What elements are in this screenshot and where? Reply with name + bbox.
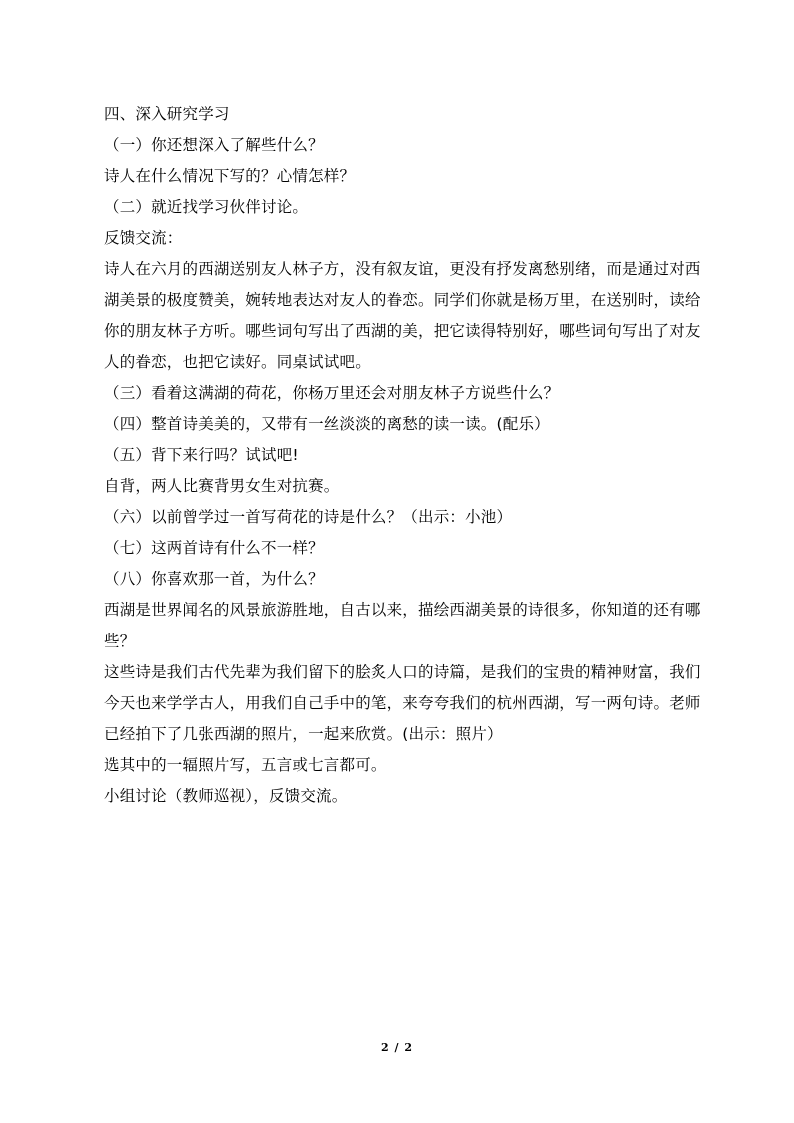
question-1: （一）你还想深入了解些什么？ bbox=[104, 136, 324, 154]
question-4: （四）整首诗美美的，又带有一丝淡淡的离愁的读一读。(配乐） bbox=[104, 415, 550, 433]
question-8: （八）你喜欢那一首，为什么？ bbox=[104, 570, 324, 588]
paragraph: 小组讨论（教师巡视），反馈交流。 bbox=[104, 787, 348, 805]
paragraph: 这些诗是我们古代先辈为我们留下的脍炙人口的诗篇，是我们的宝贵的精神财富，我们今天也来学学古人，用我们自己手中的笔，来夸夸我们的杭州西湖，写一两句诗。老师已经拍下了几张西湖的照片，一起来欣赏。(出示：照片） bbox=[104, 663, 701, 743]
question-3: （三）看着这满湖的荷花，你杨万里还会对朋友林子方说些什么？ bbox=[104, 384, 560, 402]
paragraph: 自背，两人比赛背男女生对抗赛。 bbox=[104, 477, 340, 495]
question-7: （七）这两首诗有什么不一样？ bbox=[104, 539, 324, 557]
paragraph: 选其中的一辐照片写，五言或七言都可。 bbox=[104, 756, 387, 774]
paragraph: 西湖是世界闻名的风景旅游胜地，自古以来，描绘西湖美景的诗很多，你知道的还有哪些？ bbox=[104, 601, 701, 650]
question-2: （二）就近找学习伙伴讨论。 bbox=[104, 198, 309, 216]
paragraph: 诗人在六月的西湖送别友人林子方，没有叙友谊，更没有抒发离愁别绪，而是通过对西湖美景的极度赞美，婉转地表达对友人的眷恋。同学们你就是杨万里，在送别时，读给你的朋友林子方听。哪些词句写出了西湖的美，把它读得特别好，哪些词句写出了对友人的眷恋，也把它读好。同桌试试吧。 bbox=[104, 260, 701, 371]
document-body bbox=[104, 99, 716, 812]
question-6: （六）以前曾学过一首写荷花的诗是什么？（出示：小池） bbox=[104, 508, 513, 526]
paragraph: 反馈交流： bbox=[104, 229, 183, 247]
page-number: 2 / 2 bbox=[381, 1041, 413, 1054]
paragraph: 诗人在什么情况下写的？心情怎样？ bbox=[104, 167, 356, 185]
section-heading: 四、深入研究学习 bbox=[104, 105, 230, 123]
question-5: （五）背下来行吗？试试吧! bbox=[104, 446, 299, 464]
